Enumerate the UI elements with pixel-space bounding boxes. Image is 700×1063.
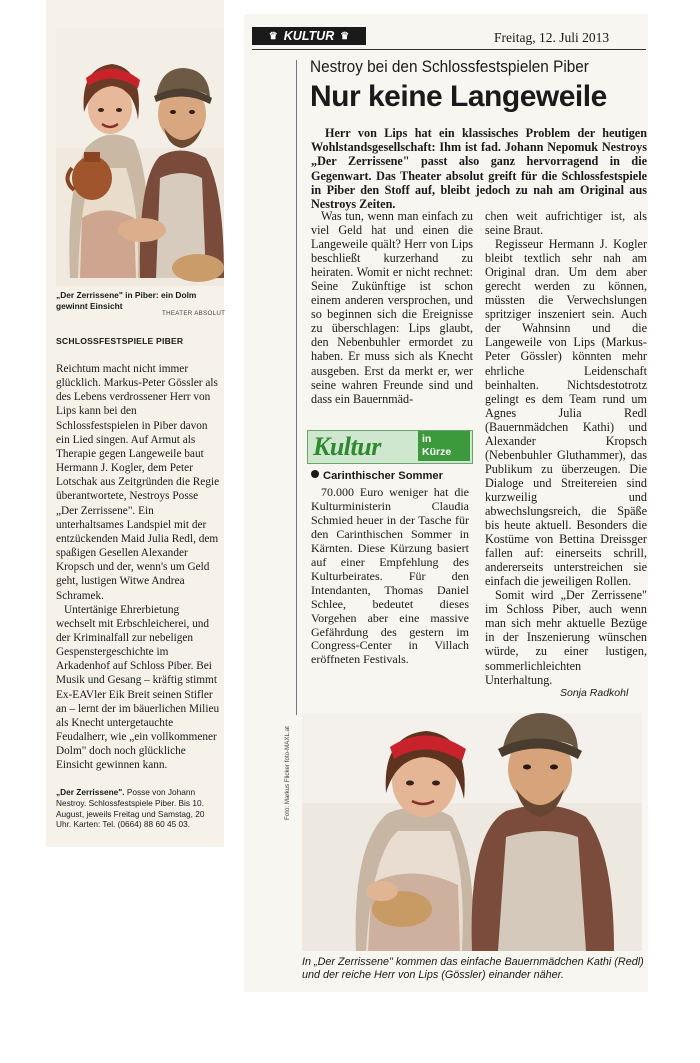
- left-paragraph-1: Reichtum macht nicht immer glücklich. Markus-Peter Gössler als des Lebens verdrossener Herr von Lips kann bei den Schlossfestspielen in Piber davon ein Lied singen. Auf Armut als Therapie gegen Langeweile baut Hermann J. Kogler, dem Peter Lotschak aus Zeitgründen die Regie überantwortete, Nestroys Posse „Der Zerrissene". Ein unterhaltsames Landspiel mit der entzückenden Maid Julia Redl, dem spaßigen Gesellen Alexander Kropsch und der, wenn's um Geld geht, lustigen Witwe Andrea Schramek.: [56, 363, 220, 602]
- kultur-in-kuerze-box: [307, 430, 471, 694]
- kultur-box-title: Kultur: [313, 432, 381, 461]
- bullet-icon: [311, 470, 319, 478]
- left-section-heading: SCHLOSSFESTSPIELE PIBER: [56, 336, 184, 346]
- left-photo-caption: „Der Zerrissene" in Piber: ein Dolm gewinnt Einsicht: [56, 290, 197, 311]
- rubric-label: [252, 27, 366, 45]
- article-lead: Herr von Lips hat ein klassisches Problem der heutigen Wohlstandsgesellschaft: Ihm ist fad. Johann Nepomuk Nestroys „Der Zerrissene" passt also ganz hervorragend in die Gegenwart. Das Theater absolut greift für die Schlossfestspiele in Piber den Stoff auf, bleibt jedoch zu nah am Original aus Nestroys Zeiten.: [311, 126, 647, 212]
- dateline: Freitag, 12. Juli 2013: [494, 30, 610, 45]
- left-info-text: Posse von Johann Nestroy. Schlossfestspiele Piber. Bis 10. August, jeweils Freitag und Samstag, 20 Uhr. Karten: Tel. (0664) 88 60 45 03.: [56, 787, 205, 830]
- left-paragraph-2: Untertänige Ehrerbietung wechselt mit Erbschleicherei, und der Kriminalfall zur nebeligen Gespenstergeschichte im Arkadenhof auf Schloss Piber. Bei Musik und Gesang – kräftig stimmt Ex-EAVler Eik Breit seinen Stifler an – lernt der im bäuerlichen Milieu als Knecht untergetauchte Feudalherr, wie „ein vollkommener Dolm" doch noch glückliche Einsicht gewinnen kann.: [56, 603, 220, 772]
- header-rule: [252, 49, 646, 50]
- badge-line-1: in: [422, 433, 432, 445]
- col2-paragraph-1: chen weit aufrichtiger ist, als seine Braut.: [485, 209, 647, 238]
- badge-line-2: Kürze: [422, 445, 452, 458]
- crown-icon: ♛: [340, 30, 350, 42]
- article-overline: Nestroy bei den Schlossfestspielen Piber: [310, 58, 589, 76]
- rubric-text: KULTUR: [283, 29, 335, 43]
- crown-icon: ♛: [268, 30, 278, 42]
- col2-paragraph-2: Regisseur Hermann J. Kogler bleibt textlich sehr nah am Original dran. Um dem aber gerecht werden zu können, müssten die Verwechslungen spritziger inszeniert sein. Auch der Wahnsinn und die Langeweile von Lips (Markus-Peter Gössler) könnten mehr ehrliche Leidenschaft beinhalten. Nichtsdestotrotz gelingt es dem Team rund um Agnes Julia Redl (Bauernmädchen Kathi) und Alexander Kropsch (Nebenbuhler Gluthammer), das Publikum zu überzeugen. Die Dialoge und Streitereien sind kurzweilig und abwechslungsreich, die Späße bis heute aktuell. Besonders die Kostüme von Bettina Dreissger fallen auf: einerseits schrill, andererseits unterstreichen sie einfach die jeweiligen Rollen.: [485, 237, 647, 589]
- left-photo-credit: THEATER ABSOLUT: [162, 310, 226, 317]
- author-signature: Sonja Radkohl: [560, 687, 629, 699]
- kultur-box-subhead-text: Carinthischer Sommer: [323, 470, 443, 482]
- left-info-title: „Der Zerrissene".: [56, 787, 125, 797]
- article-column-1: Was tun, wenn man einfach zu viel Geld hat und einen die Langeweile quält? Herr von Lips beschließt kurzerhand zu heiraten. Womit er nicht rechnet: Seine Zukünftige ist schon einem anderen versprochen, und so beginnen sich die Ereignisse zu überschlagen: Lips glaubt, den Nebenbuhler ermordet zu haben. Er muss sich als Knecht ausgeben. Erst da merkt er, wer seine wahren Freunde sind und dass ein Bauernmäd-: [311, 209, 473, 406]
- kultur-box-badge: [418, 431, 470, 461]
- right-article-photo: [302, 713, 642, 951]
- right-photo-caption: In „Der Zerrissene" kommen das einfache Bauernmädchen Kathi (Redl) und der reiche Herr von Lips (Gössler) einander näher.: [302, 956, 644, 981]
- article-headline: Nur keine Langeweile: [310, 80, 607, 113]
- kultur-box-subhead: [311, 470, 443, 482]
- kultur-box-header: [307, 430, 473, 464]
- column-divider: [296, 60, 297, 715]
- kultur-box-text: 70.000 Euro weniger hat die Kulturministerin Claudia Schmied heuer in der Tasche für den Carinthischen Sommer in Kärnten. Diese Kürzung basiert auf einer Empfehlung des Kulturbeirates. Für den Intendanten, Thomas Daniel Schlee, bedeutet dieses Vorgehen aber eine massive Gefährdung des gestern im Congress-Center in Villach eröffneten Festivals.: [311, 485, 469, 667]
- col2-paragraph-3: Somit wird „Der Zerrissene" im Schloss Piber, auch wenn man sich mehr aktuelle Bezüge in der Inszenierung wünschen würde, zu einer lustigen, sommerlichleichten Unterhaltung.: [485, 588, 647, 687]
- article-column-2: [485, 209, 647, 687]
- left-article-body: [56, 362, 220, 773]
- right-photo-credit: Foto: Markus Flicker foto-MAXL.at: [284, 726, 291, 820]
- left-info-block: [56, 787, 222, 830]
- left-article-photo: [56, 28, 224, 286]
